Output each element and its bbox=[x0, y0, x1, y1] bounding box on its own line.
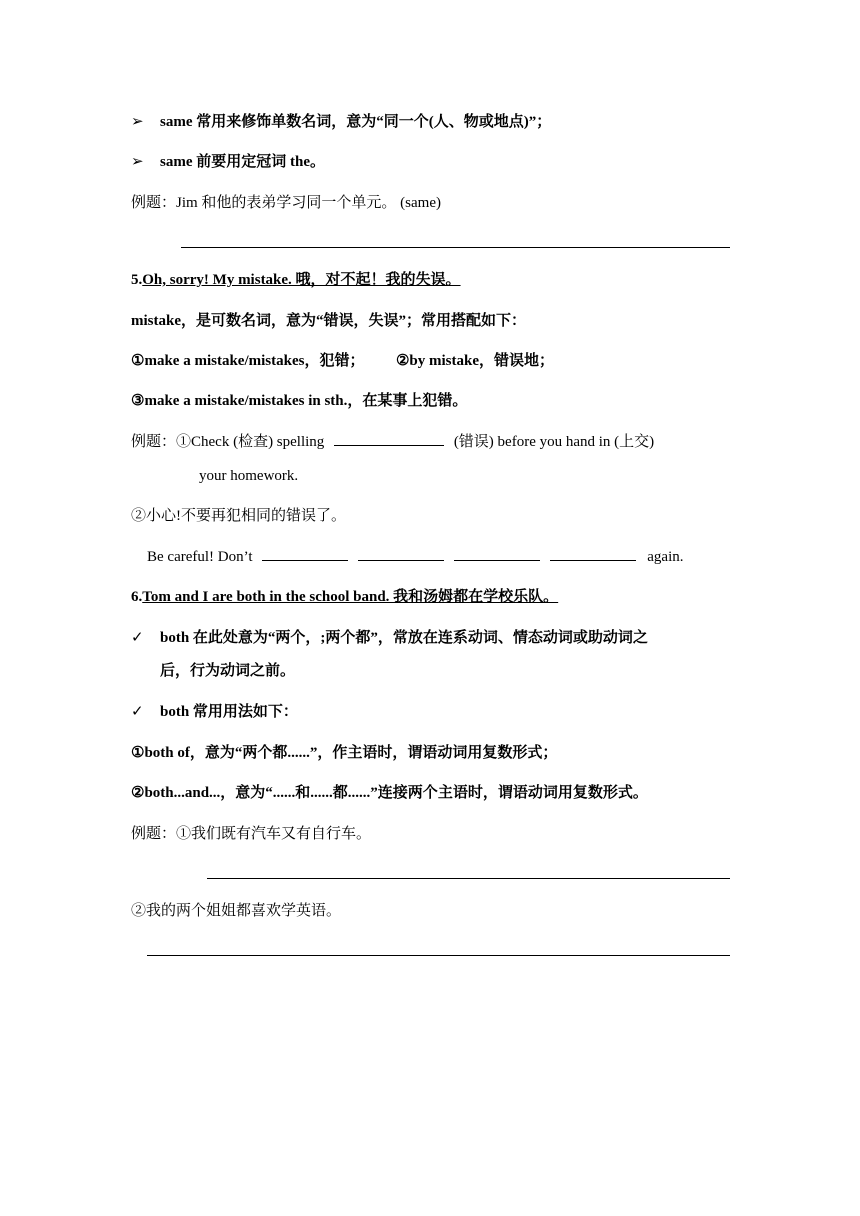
usage-by-mistake: ②by mistake，错误地； bbox=[395, 353, 554, 369]
example-text: again. bbox=[647, 549, 684, 565]
example-text: 例题：①Check (检查) spelling bbox=[131, 434, 325, 450]
answer-line-same[interactable] bbox=[181, 247, 730, 248]
arrow-bullet-icon: ➢ bbox=[131, 114, 144, 130]
answer-line-6-1[interactable] bbox=[207, 878, 730, 879]
example-text: (错误) before you hand in (上交) bbox=[453, 434, 655, 450]
answer-blank[interactable] bbox=[454, 547, 540, 561]
bullet-text: same 前要用定冠词 the。 bbox=[160, 154, 325, 170]
answer-blank[interactable] bbox=[262, 547, 348, 561]
both-usage-1: ①both of，意为“两个都......”，作主语时，谓语动词用复数形式； bbox=[131, 745, 558, 761]
checkmark-icon: ✓ bbox=[131, 630, 144, 646]
example5-1 bbox=[131, 432, 654, 452]
example6-2: ②我的两个姐姐都喜欢学英语。 bbox=[131, 903, 342, 919]
answer-blank[interactable] bbox=[358, 547, 444, 561]
mistake-usage-1 bbox=[131, 351, 554, 371]
answer-line-6-2[interactable] bbox=[147, 955, 730, 956]
check-text: both 常用用法如下： bbox=[160, 704, 298, 720]
mistake-usage-2: ③make a mistake/mistakes in sth.，在某事上犯错。 bbox=[131, 393, 468, 409]
mistake-intro: mistake，是可数名词，意为“错误，失误”；常用搭配如下： bbox=[131, 313, 526, 329]
usage-make-mistake: ①make a mistake/mistakes，犯错； bbox=[131, 353, 365, 369]
example-same: 例题：Jim 和他的表弟学习同一个单元。 (same) bbox=[131, 195, 441, 211]
example5-1-cont: your homework. bbox=[199, 468, 299, 484]
check-both-usage bbox=[131, 702, 298, 722]
bullet-same-article bbox=[131, 152, 325, 172]
section6-heading bbox=[131, 587, 558, 607]
example5-2-en bbox=[147, 547, 684, 567]
example-text: Be careful! Don’t bbox=[147, 549, 253, 565]
check-text: both 在此处意为“两个，;两个都”，常放在连系动词、情态动词或助动词之 bbox=[160, 630, 648, 646]
answer-blank[interactable] bbox=[334, 432, 444, 446]
section-number: 6. bbox=[131, 589, 143, 605]
section-title: Oh, sorry! My mistake. 哦，对不起！我的失误。 bbox=[142, 272, 461, 288]
bullet-text: same 常用来修饰单数名词，意为“同一个(人、物或地点)”； bbox=[160, 114, 552, 130]
check-both-meaning bbox=[131, 628, 648, 648]
section5-heading bbox=[131, 270, 461, 290]
arrow-bullet-icon: ➢ bbox=[131, 154, 144, 170]
section-title: Tom and I are both in the school band. 我和汤姆都在学校乐队。 bbox=[142, 589, 559, 605]
example5-2-cn: ②小心!不要再犯相同的错误了。 bbox=[131, 508, 346, 524]
both-usage-2: ②both...and...，意为“......和......都......”连接两个主语时，谓语动词用复数形式。 bbox=[131, 785, 648, 801]
checkmark-icon: ✓ bbox=[131, 704, 144, 720]
example6-1: 例题：①我们既有汽车又有自行车。 bbox=[131, 826, 372, 842]
bullet-same-modifier bbox=[131, 112, 551, 132]
check-both-meaning-cont: 后，行为动词之前。 bbox=[160, 663, 296, 679]
section-number: 5. bbox=[131, 272, 143, 288]
answer-blank[interactable] bbox=[550, 547, 636, 561]
